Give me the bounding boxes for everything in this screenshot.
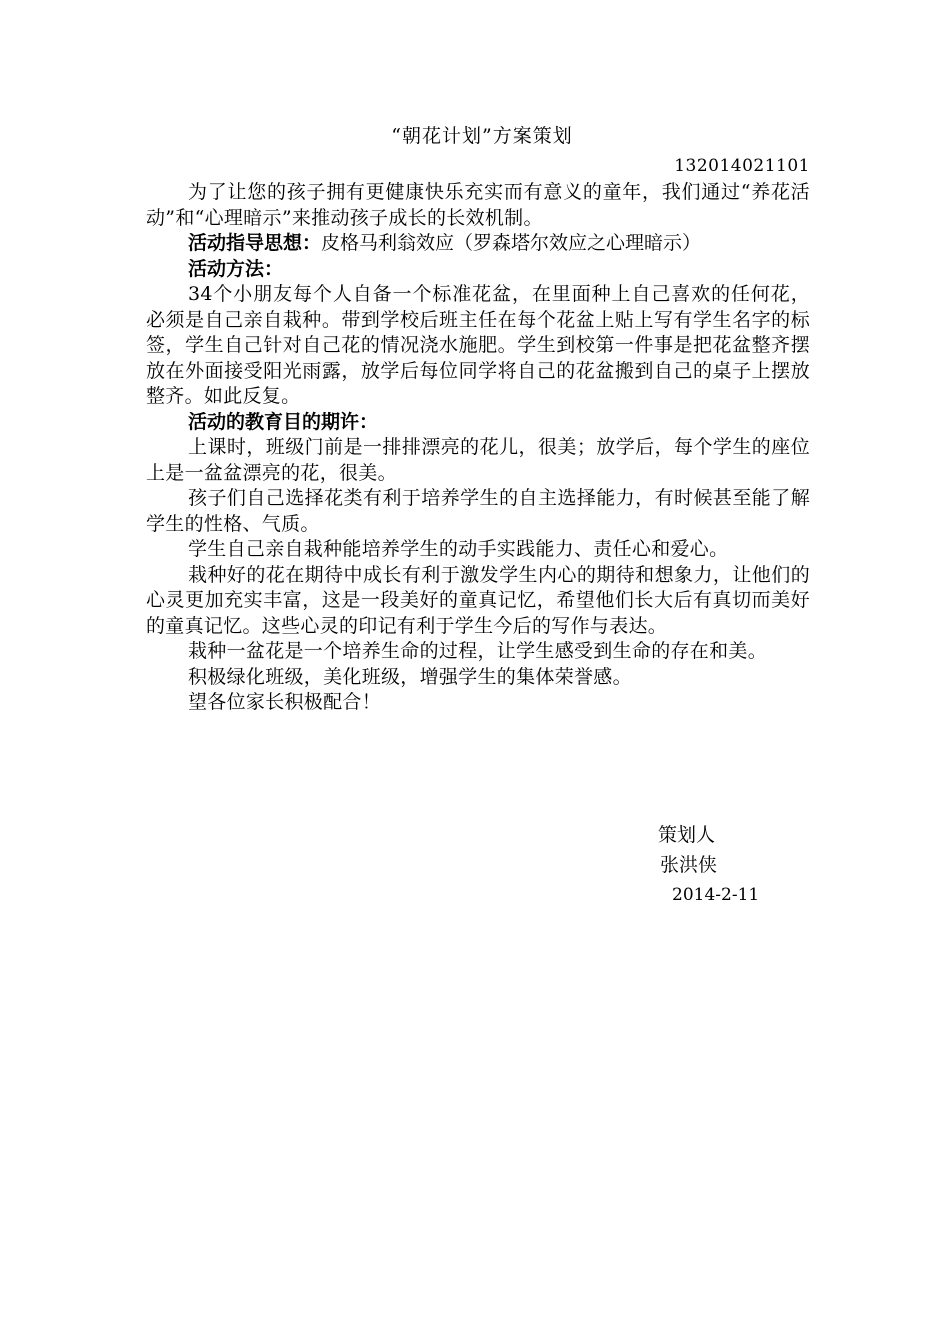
- document-number: 132014021101: [674, 156, 810, 176]
- method-paragraph: 34个小朋友每个人自备一个标准花盆，在里面种上自己喜欢的任何花，必须是自己亲自栽种。带到学校后班主任在每个花盆上贴上写有学生名字的标签，学生自己针对自己花的情况浇水施肥。学生到校第一件事是把花盆整齐摆放在外面接受阳光雨露，放学后每位同学将自己的花盆搬到自己的桌子上摆放整齐。如此反复。: [146, 283, 810, 407]
- signature-block: [658, 820, 759, 910]
- goal-paragraph-1: 上课时，班级门前是一排排漂亮的花儿，很美；放学后，每个学生的座位上是一盆盆漂亮的花，很美。: [146, 436, 810, 484]
- document-title: “朝花计划”方案策划: [391, 125, 573, 147]
- guiding-thought-line: [146, 231, 810, 257]
- goal-paragraph-5: 栽种一盆花是一个培养生命的过程，让学生感受到生命的存在和美。: [188, 640, 768, 662]
- goals-heading: 活动的教育目的期许：: [188, 410, 379, 433]
- guiding-thought-label: 活动指导思想：: [188, 232, 322, 254]
- guiding-thought-text: 皮格马利翁效应（罗森塔尔效应之心理暗示）: [321, 232, 702, 254]
- goal-paragraph-2: 孩子们自己选择花类有利于培养学生的自主选择能力，有时候甚至能了解学生的性格、气质。: [146, 487, 810, 535]
- goal-paragraph-3: 学生自己亲自栽种能培养学生的动手实践能力、责任心和爱心。: [188, 538, 729, 560]
- document-body: [146, 120, 810, 716]
- signature-date: 2014-2-11: [672, 885, 760, 905]
- goal-paragraph-4: 栽种好的花在期待中成长有利于激发学生内心的期待和想象力，让他们的心灵更加充实丰富，这是一段美好的童真记忆，希望他们长大后有真切而美好的童真记忆。这些心灵的印记有利于学生今后的写作与表达。: [146, 563, 810, 637]
- signature-name: 张洪侠: [660, 854, 718, 876]
- signature-role: 策划人: [658, 824, 716, 846]
- goal-paragraph-7: 望各位家长积极配合！: [188, 691, 382, 713]
- intro-paragraph: 为了让您的孩子拥有更健康快乐充实而有意义的童年，我们通过“养花活动”和“心理暗示”来推动孩子成长的长效机制。: [146, 181, 810, 229]
- goal-paragraph-6: 积极绿化班级，美化班级，增强学生的集体荣誉感。: [188, 665, 632, 688]
- method-heading: 活动方法：: [188, 257, 284, 280]
